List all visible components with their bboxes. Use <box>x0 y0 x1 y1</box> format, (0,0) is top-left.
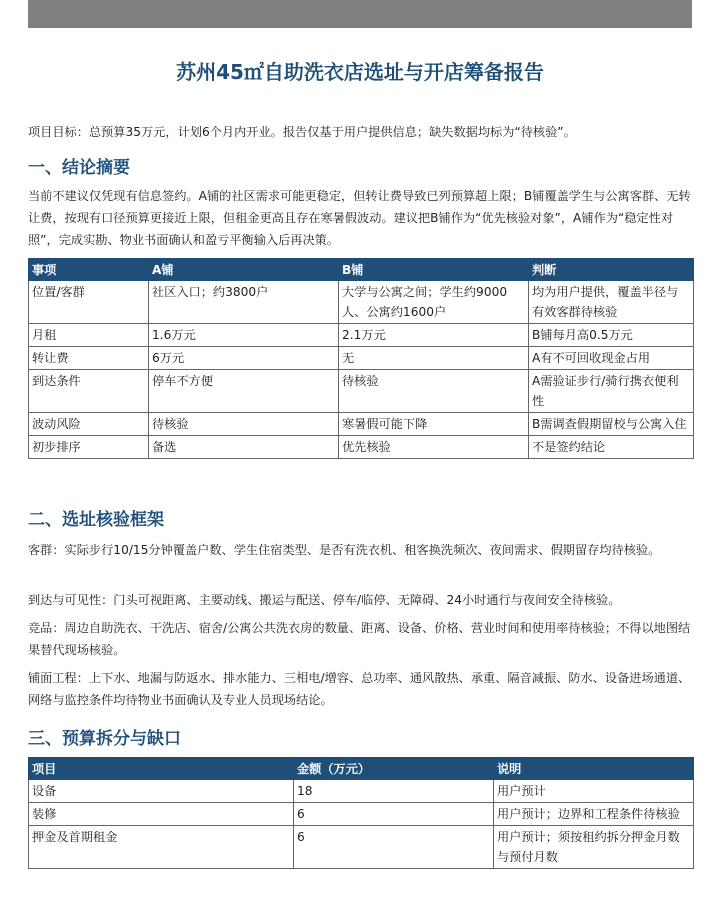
table-cell: 均为用户提供，覆盖半径与有效客群待核验 <box>529 281 694 324</box>
table-cell: B需调查假期留校与公寓入住 <box>529 413 694 436</box>
table-row <box>29 826 694 869</box>
table-cell: 6 <box>294 803 494 826</box>
section-heading-site-check: 二、选址核验框架 <box>28 510 164 530</box>
site-check-paragraph: 到达与可见性：门头可视距离、主要动线、搬运与配送、停车/临停、无障碍、24小时通行与夜间安全待核验。 <box>28 593 621 607</box>
table-cell: 转让费 <box>29 347 149 370</box>
table-row <box>29 347 694 370</box>
section-heading-summary: 一、结论摘要 <box>28 158 130 178</box>
column-header: 判断 <box>529 259 694 281</box>
table-row <box>29 436 694 459</box>
table-cell: 用户预计；边界和工程条件待核验 <box>494 803 694 826</box>
table-cell: 待核验 <box>149 413 339 436</box>
table-cell: 备选 <box>149 436 339 459</box>
column-header: 事项 <box>29 259 149 281</box>
site-check-paragraph: 客群：实际步行10/15分钟覆盖户数、学生住宿类型、是否有洗衣机、租客换洗频次、夜间需求、假期留存均待核验。 <box>28 543 661 557</box>
table-cell: 优先核验 <box>339 436 529 459</box>
table-cell: A需验证步行/骑行携衣便利性 <box>529 370 694 413</box>
table-row <box>29 780 694 803</box>
table-row <box>29 803 694 826</box>
table-cell: 6 <box>294 826 494 869</box>
table-cell: 无 <box>339 347 529 370</box>
section-heading-budget: 三、预算拆分与缺口 <box>28 729 181 749</box>
table-cell: 波动风险 <box>29 413 149 436</box>
table-cell: 待核验 <box>339 370 529 413</box>
table-cell: 停车不方便 <box>149 370 339 413</box>
table-row <box>29 324 694 347</box>
viewer-top-bar <box>28 0 692 28</box>
column-header: 项目 <box>29 758 294 780</box>
column-header: 说明 <box>494 758 694 780</box>
report-title: 苏州45㎡自助洗衣店选址与开店筹备报告 <box>176 60 544 84</box>
table-cell: 18 <box>294 780 494 803</box>
project-goal: 项目目标：总预算35万元，计划6个月内开业。报告仅基于用户提供信息；缺失数据均标为“待核验”。 <box>28 125 576 139</box>
table-row <box>29 413 694 436</box>
table-cell: 用户预计；须按租约拆分押金月数与预付月数 <box>494 826 694 869</box>
table-cell: 押金及首期租金 <box>29 826 294 869</box>
table-cell: 初步排序 <box>29 436 149 459</box>
site-check-paragraph: 竞品：周边自助洗衣、干洗店、宿舍/公寓公共洗衣房的数量、距离、设备、价格、营业时间和使用率待核验；不得以地图结果替代现场核验。 <box>28 621 691 657</box>
table-cell: 装修 <box>29 803 294 826</box>
table-header-row <box>29 259 694 281</box>
table-cell: 6万元 <box>149 347 339 370</box>
table-cell: 2.1万元 <box>339 324 529 347</box>
summary-paragraph: 当前不建议仅凭现有信息签约。A铺的社区需求可能更稳定，但转让费导致已列预算超上限；B铺覆盖学生与公寓客群、无转让费，按现有口径预算更接近上限，但租金更高且存在寒暑假波动。建议把B铺作为“优先核验对象”，A铺作为“稳定性对照”，完成实勘、物业书面确认和盈亏平衡输入后再决策。 <box>28 189 691 247</box>
table-cell: B铺每月高0.5万元 <box>529 324 694 347</box>
table-cell: A有不可回收现金占用 <box>529 347 694 370</box>
table-cell: 到达条件 <box>29 370 149 413</box>
table-cell: 月租 <box>29 324 149 347</box>
column-header: A铺 <box>149 259 339 281</box>
site-check-paragraph: 铺面工程：上下水、地漏与防返水、排水能力、三相电/增容、总功率、通风散热、承重、隔音减振、防水、设备进场通道、网络与监控条件均待物业书面确认及专业人员现场结论。 <box>28 671 691 707</box>
comparison-table <box>28 258 694 459</box>
table-row <box>29 281 694 324</box>
table-header-row <box>29 758 694 780</box>
table-cell: 大学与公寓之间；学生约9000人、公寓约1600户 <box>339 281 529 324</box>
table-cell: 寒暑假可能下降 <box>339 413 529 436</box>
table-cell: 用户预计 <box>494 780 694 803</box>
table-row <box>29 370 694 413</box>
budget-table <box>28 757 694 869</box>
table-cell: 位置/客群 <box>29 281 149 324</box>
column-header: 金额（万元） <box>294 758 494 780</box>
table-cell: 设备 <box>29 780 294 803</box>
table-cell: 不是签约结论 <box>529 436 694 459</box>
table-cell: 社区入口；约3800户 <box>149 281 339 324</box>
table-cell: 1.6万元 <box>149 324 339 347</box>
column-header: B铺 <box>339 259 529 281</box>
